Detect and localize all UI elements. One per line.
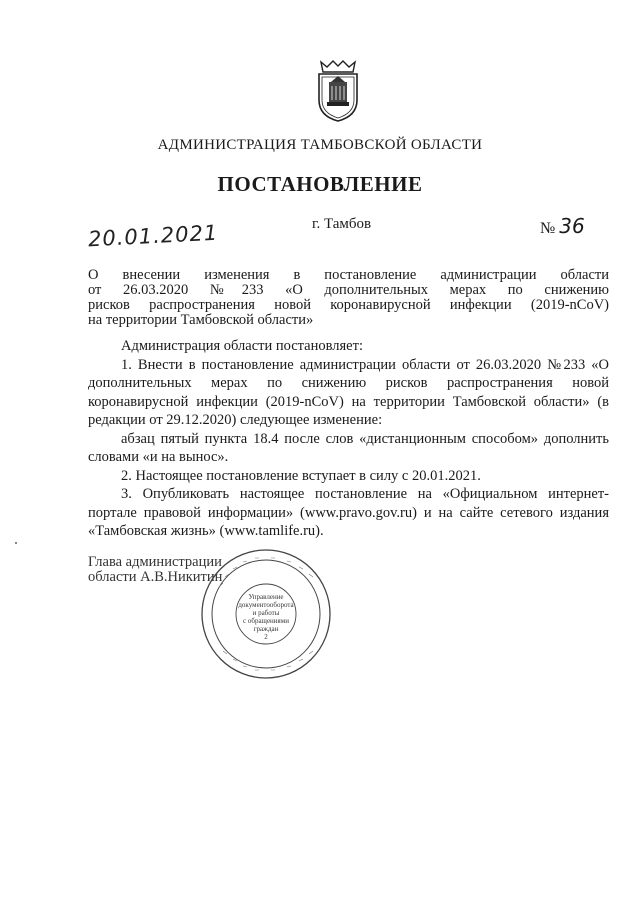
body-item-1: 1. Внести в постановление администрации области от 26.03.2020 №233 «О дополнительных мерах по снижению рисков распространения новой коронавирусной инфекции (2019-nCoV) на территории Тамбовской области» (в редакции от 29.12.2020) следующее изменение: [88,356,609,428]
document-subject [88,268,609,328]
document-title: ПОСТАНОВЛЕНИЕ [217,172,423,196]
scan-speck [15,542,17,544]
subject-line: рисков распространения новой коронавирусной инфекции (2019-nCoV) [88,297,609,313]
stamp-text: документооборота [238,601,294,609]
subject-line: О внесении изменения в постановление администрации области [88,267,609,283]
subject-line: на территории Тамбовской области» [88,312,314,328]
body-item-3: 3. Опубликовать настоящее постановление на «Официальном интернет-портале правовой информации» (www.pravo.gov.ru) и на сайте сетевого издания «Тамбовская жизнь» (www.tamlife.ru). [88,486,609,539]
stamp-text: Управление [248,593,284,601]
coat-of-arms-icon [313,58,363,124]
document-city: г. Тамбов [312,216,372,232]
body-intro: Администрация области постановляет: [121,338,363,354]
document-date: 20.01.2021 [87,220,219,252]
official-stamp [199,547,333,681]
signature-title: Глава администрации [88,554,222,570]
body-item-1-detail: абзац пятый пункта 18.4 после слов «дистанционным способом» дополнить словами «и на вынос». [88,430,609,465]
number-value: 36 [559,214,585,238]
document-number [540,214,585,238]
subject-line: от 26.03.2020 №233 «О дополнительных мерах по снижению [88,282,609,298]
stamp-text: и работы [252,609,280,617]
body-item-2: 2. Настоящее постановление вступает в силу с 20.01.2021. [121,467,481,484]
stamp-text: граждан [253,625,279,633]
stamp-text: с обращениями [243,617,289,625]
administration-name: АДМИНИСТРАЦИЯ ТАМБОВСКОЙ ОБЛАСТИ [157,137,483,153]
stamp-text: 2 [264,633,268,641]
document-body [88,337,609,541]
signature-name: области А.В.Никитин [88,569,223,585]
number-prefix: № [540,220,556,237]
